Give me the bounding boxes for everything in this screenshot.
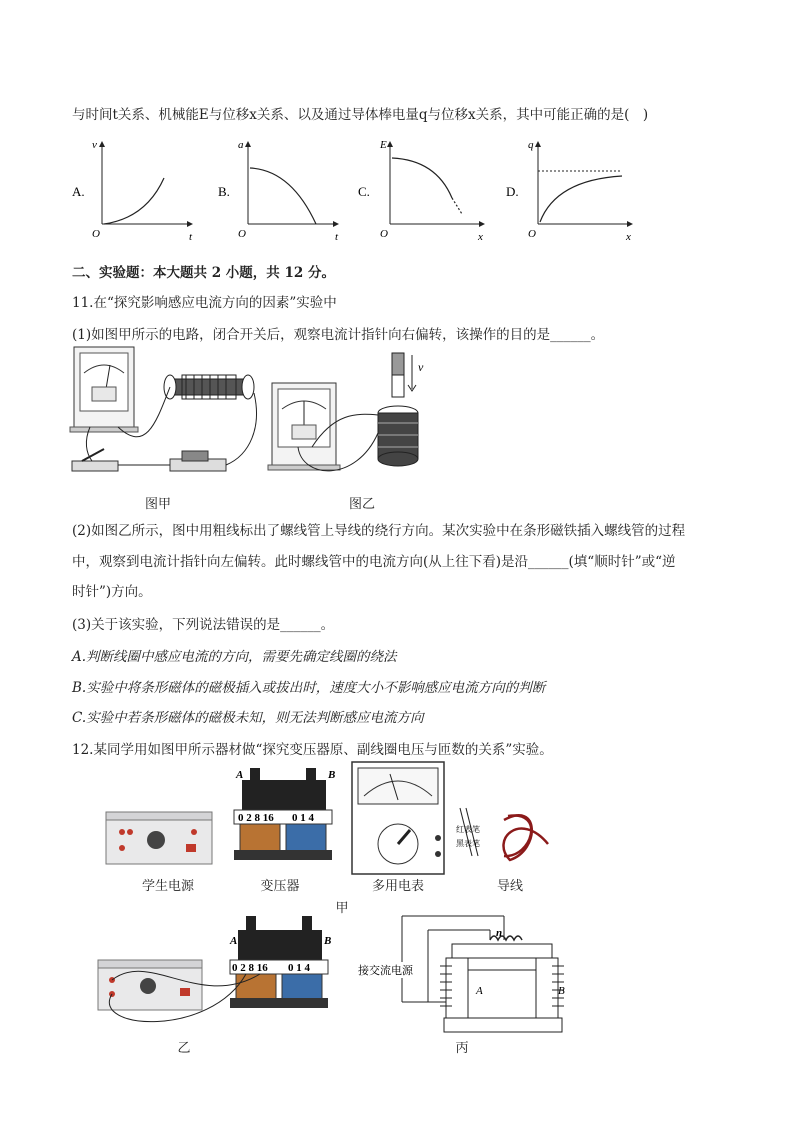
graph-d-ylabel: q xyxy=(528,139,534,151)
graph-b-xlabel: t xyxy=(335,231,339,243)
q11-part2-line1: (2)如图乙所示，图中用粗线标出了螺线管上导线的绕行方向。某次实验中在条形磁铁插入螺线管的过程 xyxy=(72,523,686,539)
solenoid-yi xyxy=(378,353,418,466)
power-supply-yi xyxy=(98,960,202,1010)
fig-jia-caption: 图甲 xyxy=(144,497,171,512)
q11-part2-line2: 中，观察到电流计指针向左偏转。此时螺线管中的电流方向(从上往下看)是沿______(填“顺时针”或“逆 xyxy=(72,554,676,570)
q11-stem: 11.在“探究影响感应电流方向的因素”实验中 xyxy=(72,295,337,311)
graph-b-option: B. xyxy=(218,184,230,199)
fig-bing-label: 丙 xyxy=(455,1041,469,1056)
graph-b-ylabel: a xyxy=(238,139,244,151)
galvanometer-jia xyxy=(70,347,138,432)
q11-figures xyxy=(66,343,446,485)
graph-d-xlabel: x xyxy=(626,231,631,243)
graph-a-origin: O xyxy=(92,228,100,240)
coil-n-label: n xyxy=(496,927,503,939)
coil-b-label: B xyxy=(328,769,336,781)
question10-tail: 与时间t关系、机械能E与位移x关系、以及通过导体棒电量q与位移x关系，其中可能正确的是( ) xyxy=(72,107,649,123)
fig-jia-label: 甲 xyxy=(335,901,349,916)
student-power-supply xyxy=(106,812,212,864)
graph-a-xlabel: t xyxy=(189,231,193,243)
q11-option-c: C.实验中若条形磁体的磁极未知，则无法判断感应电流方向 xyxy=(72,710,424,726)
red-probe-label: 红表笔 xyxy=(456,825,480,834)
item-transformer: 变压器 xyxy=(260,879,300,894)
ac-source-label: 接交流电源 xyxy=(358,965,413,977)
transformer xyxy=(234,768,335,860)
black-probe-label: 黑表笔 xyxy=(456,839,480,848)
battery-jia xyxy=(170,451,226,471)
schematic-b-label: B xyxy=(558,985,565,997)
item-wires: 导线 xyxy=(496,879,523,894)
taps-left: 0 2 8 16 xyxy=(238,812,274,824)
item-power-supply: 学生电源 xyxy=(141,879,194,894)
q12-circuit-figures xyxy=(90,910,590,1038)
coil-a-label-yi: A xyxy=(230,935,238,947)
multimeter xyxy=(352,762,480,874)
switch-jia xyxy=(72,449,118,471)
graph-c-ylabel: E xyxy=(380,139,387,151)
wires xyxy=(504,815,548,860)
graph-d-option: D. xyxy=(506,184,519,199)
item-multimeter: 多用电表 xyxy=(371,879,424,894)
fig-yi-label: 乙 xyxy=(177,1041,191,1056)
coil-b-label-yi: B xyxy=(324,935,332,947)
graph-d xyxy=(506,139,632,243)
q12-equipment-figure xyxy=(100,760,560,890)
q11-part1: (1)如图甲所示的电路，闭合开关后，观察电流计指针向右偏转，该操作的目的是______。 xyxy=(72,327,605,343)
taps-left-yi: 0 2 8 16 xyxy=(232,962,268,974)
schematic-a-label: A xyxy=(476,985,483,997)
graph-c-option: C. xyxy=(358,184,370,199)
transformer-schematic xyxy=(356,916,565,1032)
graph-d-origin: O xyxy=(528,228,536,240)
graph-c-xlabel: x xyxy=(478,231,483,243)
graph-a xyxy=(72,139,193,243)
fig-yi-caption: 图乙 xyxy=(348,497,375,512)
q11-option-a: A.判断线圈中感应电流的方向，需要先确定线圈的绕法 xyxy=(72,649,397,665)
graph-b-origin: O xyxy=(238,228,246,240)
q11-part3: (3)关于该实验，下列说法错误的是______。 xyxy=(72,617,335,633)
transformer-yi xyxy=(229,916,331,1008)
q12-stem: 12.某同学用如图甲所示器材做“探究变压器原、副线圈电压与匝数的关系”实验。 xyxy=(72,742,553,758)
answer-graphs xyxy=(66,138,646,246)
q11-part2-line3: 时针”)方向。 xyxy=(72,584,152,600)
section-header: 二、实验题：本大题共 2 小题，共 12 分。 xyxy=(72,265,335,281)
graph-c-origin: O xyxy=(380,228,388,240)
taps-right-yi: 0 1 4 xyxy=(288,962,310,974)
taps-right: 0 1 4 xyxy=(292,812,314,824)
graph-b xyxy=(218,139,339,243)
graph-c xyxy=(358,139,484,243)
coil-assembly-jia xyxy=(164,375,254,399)
q11-option-b: B.实验中将条形磁体的磁极插入或拔出时，速度大小不影响感应电流方向的判断 xyxy=(72,680,546,696)
velocity-label: v xyxy=(418,360,424,374)
graph-a-option: A. xyxy=(72,184,85,199)
graph-a-ylabel: v xyxy=(92,139,97,151)
coil-a-label: A xyxy=(236,769,244,781)
